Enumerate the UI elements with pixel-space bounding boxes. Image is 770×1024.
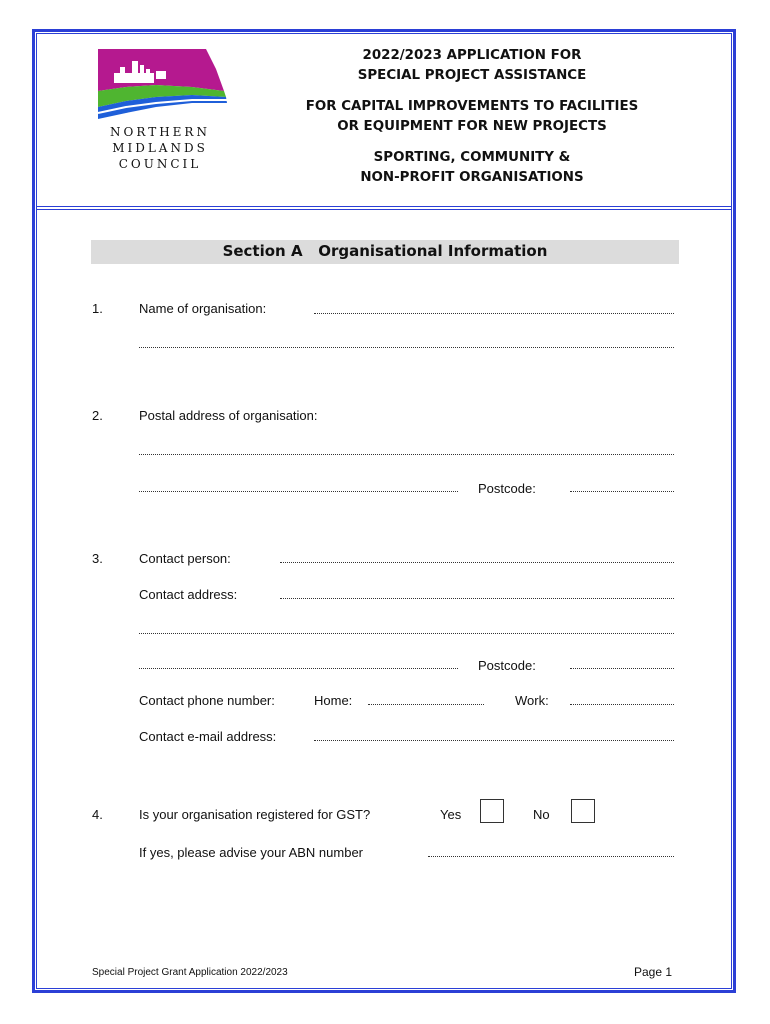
title-line-2: SPECIAL PROJECT ASSISTANCE: [357, 68, 587, 83]
q3-number: 3.: [92, 551, 103, 566]
logo-line-2: MIDLANDS: [112, 141, 208, 155]
contact-person-field[interactable]: [280, 561, 674, 563]
postal-address-field-line-2[interactable]: [139, 490, 458, 492]
contact-email-label: Contact e-mail address:: [139, 729, 277, 744]
contact-postcode-field[interactable]: [570, 667, 674, 669]
gst-yes-label: Yes: [440, 807, 462, 822]
audience-line-1: SPORTING, COMMUNITY &: [373, 150, 571, 165]
postal-address-field-line-1[interactable]: [139, 453, 674, 455]
q2-number: 2.: [92, 408, 103, 423]
abn-field[interactable]: [428, 855, 674, 857]
section-title: Section A Organisational Information: [222, 242, 548, 260]
q3-postcode-label: Postcode:: [478, 658, 536, 673]
q1-number: 1.: [92, 301, 103, 316]
q4-number: 4.: [92, 807, 103, 822]
gst-question: Is your organisation registered for GST?: [139, 807, 371, 822]
home-phone-field[interactable]: [368, 703, 484, 705]
gst-no-label: No: [533, 807, 550, 822]
contact-person-label: Contact person:: [139, 551, 231, 566]
contact-address-field-line-3[interactable]: [139, 667, 458, 669]
council-logo-icon: [96, 47, 228, 119]
council-name: [100, 124, 220, 172]
q2-postcode-label: Postcode:: [478, 481, 536, 496]
contact-phone-label: Contact phone number:: [139, 693, 275, 708]
footer-document-name: Special Project Grant Application 2022/2023: [92, 967, 288, 978]
organisation-name-field[interactable]: [314, 312, 674, 314]
header-divider: [36, 206, 732, 210]
gst-no-checkbox[interactable]: [571, 799, 595, 823]
logo-line-1: NORTHERN: [110, 125, 210, 139]
work-phone-field[interactable]: [570, 703, 674, 705]
footer-page-number: Page 1: [634, 965, 673, 979]
work-phone-label: Work:: [515, 693, 549, 708]
organisation-name-field-line-2[interactable]: [139, 346, 674, 348]
q1-label: Name of organisation:: [139, 301, 267, 316]
gst-yes-checkbox[interactable]: [480, 799, 504, 823]
contact-address-field-line-1[interactable]: [280, 597, 674, 599]
audience-line-2: NON-PROFIT ORGANISATIONS: [360, 170, 584, 185]
subtitle-line-1: FOR CAPITAL IMPROVEMENTS TO FACILITIES: [305, 99, 639, 114]
subtitle-line-2: OR EQUIPMENT FOR NEW PROJECTS: [337, 119, 607, 134]
contact-email-field[interactable]: [314, 739, 674, 741]
postal-postcode-field[interactable]: [570, 490, 674, 492]
abn-label: If yes, please advise your ABN number: [139, 845, 364, 860]
contact-address-label: Contact address:: [139, 587, 238, 602]
q2-label: Postal address of organisation:: [139, 408, 318, 423]
home-phone-label: Home:: [314, 693, 353, 708]
title-line-1: 2022/2023 APPLICATION FOR: [362, 48, 582, 63]
logo-line-3: COUNCIL: [118, 157, 202, 171]
document-title-block: [300, 46, 644, 188]
section-header: [91, 240, 679, 264]
contact-address-field-line-2[interactable]: [139, 632, 674, 634]
